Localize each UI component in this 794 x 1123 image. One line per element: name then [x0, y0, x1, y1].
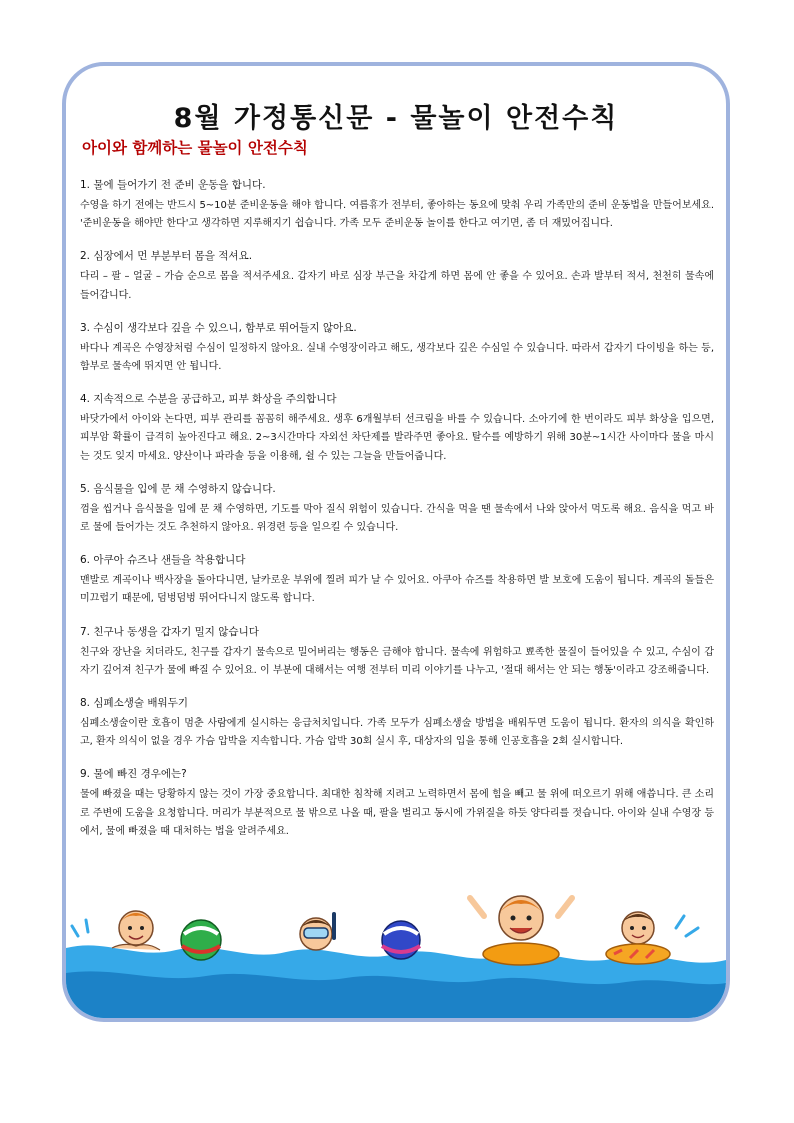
rule-heading: 1. 물에 들어가기 전 준비 운동을 합니다.: [80, 179, 266, 191]
rule-body: 맨발로 계곡이나 백사장을 돌아다니면, 날카로운 부위에 찔려 피가 날 수 있어요. 아쿠아 슈즈를 착용하면 발 보호에 도움이 됩니다. 계곡의 돌들은 미끄럽기 때문에, 덤벙덤벙 뛰어다니지 않도록 합니다.: [80, 575, 714, 605]
rule-body: 껌을 씹거나 음식물을 입에 문 채 수영하면, 기도를 막아 질식 위험이 있습니다. 간식을 먹을 땐 물속에서 나와 앉아서 먹도록 해요. 음식을 먹고 바로 물에 들어가는 것도 추천하지 않아요. 위경련 등을 일으킬 수 있습니다.: [80, 503, 714, 534]
splash-left: [72, 920, 88, 936]
kid-with-tube: [470, 896, 572, 965]
page-title: 8월 가정통신문 - 물놀이 안전수칙: [173, 103, 619, 134]
page-subtitle: 아이와 함께하는 물놀이 안전수칙: [82, 139, 308, 157]
rule-section-6: [80, 551, 714, 608]
rule-heading: 5. 음식물을 입에 문 채 수영하지 않습니다.: [80, 482, 276, 495]
rule-heading: 4. 지속적으로 수분을 공급하고, 피부 화상을 주의합니다: [80, 393, 337, 406]
rule-heading: 3. 수심이 생각보다 깊을 수 있으니, 함부로 뛰어들지 않아요.: [80, 321, 357, 334]
swimming-kids-illustration: [66, 888, 726, 1018]
rule-body: 수영을 하기 전에는 반드시 5~10분 준비운동을 해야 합니다. 여름휴가 전부터, 좋아하는 동요에 맞춰 우리 가족만의 준비 운동법을 만들어보세요. '준비운동을 해야만 한다'고 생각하면 지루해지기 쉽습니다. 가족 모두 준비운동 놀이를 한다고 여기면, 좀 더 재밌어집니다.: [80, 200, 714, 230]
kid-with-tube: [606, 912, 670, 964]
rule-body: 물에 빠졌을 때는 당황하지 않는 것이 가장 중요합니다. 최대한 침착해 지려고 노력하면서 몸에 힘을 빼고 물 위에 떠오르기 위해 애씁니다. 큰 소리로 주변에 도움을 요청합니다. 머리가 부분적으로 물 밖으로 나올 때, 팔을 벌리고 동시에 가위질을 하듯 양다리를 젓습니다. 아이와 실내 수영장 등에서, 물에 빠졌을 때 대처하는 법을 알려주세요.: [80, 789, 714, 837]
rule-section-1: [80, 176, 714, 233]
rule-heading: 8. 심폐소생술 배워두기: [80, 697, 188, 710]
rule-section-2: [80, 247, 714, 304]
rule-body: 바다나 계곡은 수영장처럼 수심이 일정하지 않아요. 실내 수영장이라고 해도, 생각보다 깊은 수심일 수 있습니다. 따라서 갑자기 다이빙을 하는 등, 함부로 물속에 뛰지면 안 됩니다.: [80, 342, 714, 373]
beach-ball-icon: [382, 921, 420, 959]
rule-section-5: [80, 480, 714, 537]
rule-heading: 6. 아쿠아 슈즈나 샌들을 착용합니다: [80, 554, 246, 567]
splash-right: [676, 916, 698, 936]
rule-section-3: [80, 319, 714, 376]
rule-heading: 7. 친구나 동생을 갑자기 밀지 않습니다: [80, 625, 259, 638]
rule-heading: 9. 물에 빠진 경우에는?: [80, 768, 187, 781]
rule-section-8: [80, 694, 714, 751]
rule-section-4: [80, 390, 714, 466]
beach-ball-icon: [181, 920, 221, 960]
rule-section-9: [80, 765, 714, 841]
rules-list: [80, 176, 714, 855]
rule-body: 심폐소생술이란 호흡이 멈춘 사람에게 실시하는 응급처치입니다. 가족 모두가 심폐소생술 방법을 배워두면 도움이 됩니다. 환자의 의식을 확인하고, 환자 의식이 없을 경우 가슴 압박을 지속합니다. 가슴 압박 30회 실시 후, 대상자의 입을 통해 인공호흡을 2회 실시합니다.: [80, 718, 714, 748]
kid-swimmer-1: [112, 911, 160, 950]
kid-snorkel: [300, 912, 336, 950]
rule-body: 다리 – 팔 – 얼굴 – 가슴 순으로 몸을 적셔주세요. 갑자기 바로 심장 부근을 차갑게 하면 몸에 안 좋을 수 있어요. 손과 발부터 적셔, 천천히 물속에 들어갑니다.: [80, 271, 714, 301]
rule-body: 바닷가에서 아이와 논다면, 피부 관리를 꼼꼼히 해주세요. 생후 6개월부터 선크림을 바를 수 있습니다. 소아기에 한 번이라도 피부 화상을 입으면, 피부암 확률이 급격히 높아진다고 해요. 2~3시간마다 자외선 차단제를 발라주면 좋아요. 탈수를 예방하기 위해 30분~1시간 사이마다 물을 마시는 것도 잊지 마세요. 양산이나 파라솔 등을 이용해, 쉴 수 있는 그늘을 만들어줍니다.: [80, 414, 714, 462]
rule-heading: 2. 심장에서 먼 부분부터 몸을 적셔요.: [80, 250, 253, 263]
rule-body: 친구와 장난을 치더라도, 친구를 갑자기 물속으로 밀어버리는 행동은 금해야 합니다. 물속에 위험하고 뾰족한 물질이 들어있을 수 있고, 수심이 갑자기 깊어져 친구가 물에 빠질 수 있어요. 이 부분에 대해서는 여행 전부터 미리 이야기를 나누고, '절대 해서는 안 되는 행동'이라고 강조해줍니다.: [80, 646, 714, 676]
newsletter-frame: [62, 62, 730, 1022]
rule-section-7: [80, 623, 714, 680]
